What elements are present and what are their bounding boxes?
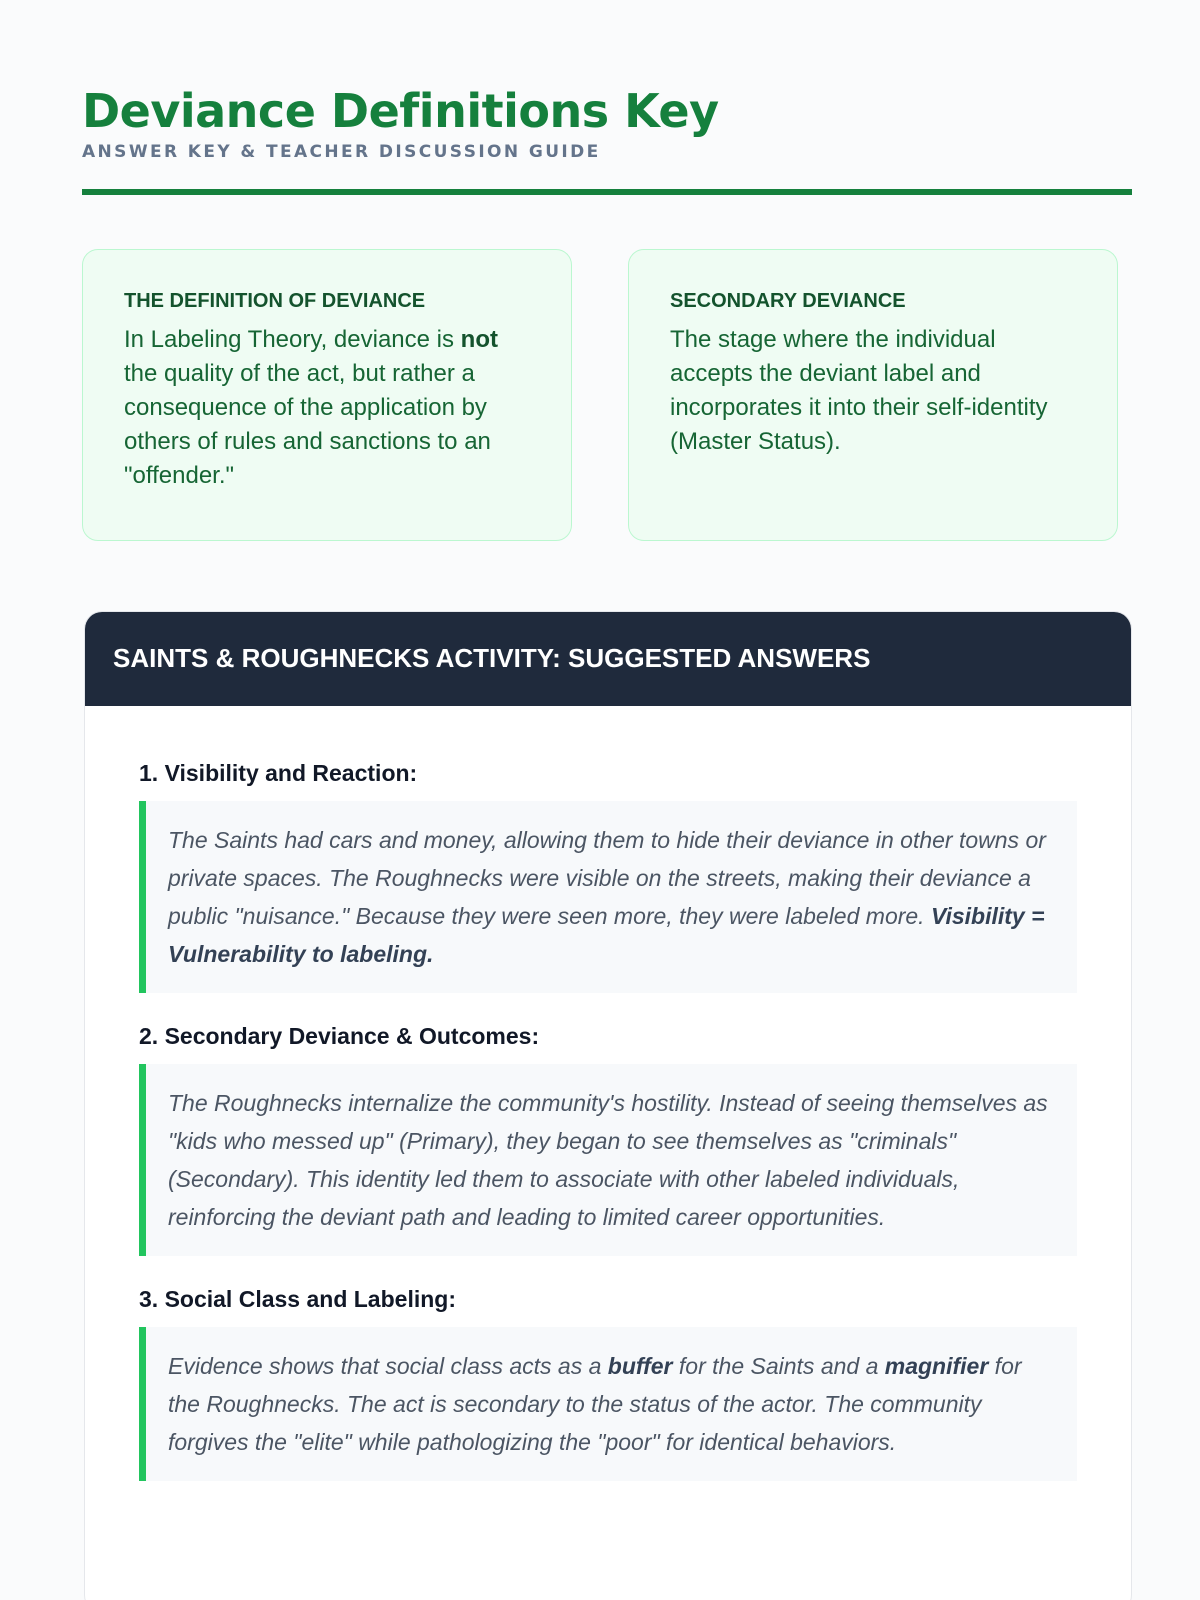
answer-block <box>139 801 1077 993</box>
card-body-emphasis: not <box>460 326 498 353</box>
card-body <box>124 323 531 493</box>
definition-card-deviance <box>82 249 572 541</box>
question-item <box>139 758 1077 993</box>
question-item <box>139 1284 1077 1481</box>
answer-block <box>139 1327 1077 1481</box>
answer-emphasis: magnifier <box>884 1353 989 1379</box>
question-item <box>139 1021 1077 1256</box>
card-body-text: the quality of the act, but rather a consequence of the application by others of rules and sanctions to an "offender." <box>124 360 491 489</box>
title-divider <box>82 189 1132 195</box>
definition-cards <box>82 249 1118 541</box>
answer-text: for the Saints and a <box>672 1353 885 1379</box>
activity-header: SAINTS & ROUGHNECKS ACTIVITY: SUGGESTED ANSWERS <box>85 612 1131 706</box>
card-body-text: In Labeling Theory, deviance is <box>124 326 461 353</box>
card-title: THE DEFINITION OF DEVIANCE <box>124 290 426 312</box>
question-title: 2. Secondary Deviance & Outcomes: <box>139 1023 540 1049</box>
answer-emphasis: buffer <box>607 1353 673 1379</box>
question-title: 3. Social Class and Labeling: <box>139 1286 456 1312</box>
page-subtitle: ANSWER KEY & TEACHER DISCUSSION GUIDE <box>82 142 601 162</box>
answer-text: Evidence shows that social class acts as a <box>168 1353 608 1379</box>
answer-text: The Saints had cars and money, allowing them to hide their deviance in other towns or private spaces. The Roughnecks were visible on the streets, making their deviance a public "nuisance." Because they were seen more, they were labeled more. <box>168 827 1046 929</box>
question-title: 1. Visibility and Reaction: <box>139 760 418 786</box>
answer-emphasis: Visibility = Vulnerability to labeling. <box>168 903 1045 967</box>
card-title: SECONDARY DEVIANCE <box>670 290 906 312</box>
definition-card-secondary-deviance <box>628 249 1118 541</box>
card-body: The stage where the individual accepts the deviant label and incorporates it into their self-identity (Master Status). <box>670 326 1048 455</box>
answer-text: for the Roughnecks. The act is secondary to the status of the actor. The community forgives the "elite" while pathologizing the "poor" for identical behaviors. <box>168 1353 1022 1455</box>
answer-block: The Roughnecks internalize the community's hostility. Instead of seeing themselves as "kids who messed up" (Primary), they began to see themselves as "criminals" (Secondary). This identity led them to associate with other labeled individuals, reinforcing the deviant path and leading to limited career opportunities. <box>139 1064 1077 1256</box>
activity-body <box>85 706 1131 1481</box>
page-title: Deviance Definitions Key <box>82 84 719 138</box>
activity-panel <box>84 611 1132 1600</box>
